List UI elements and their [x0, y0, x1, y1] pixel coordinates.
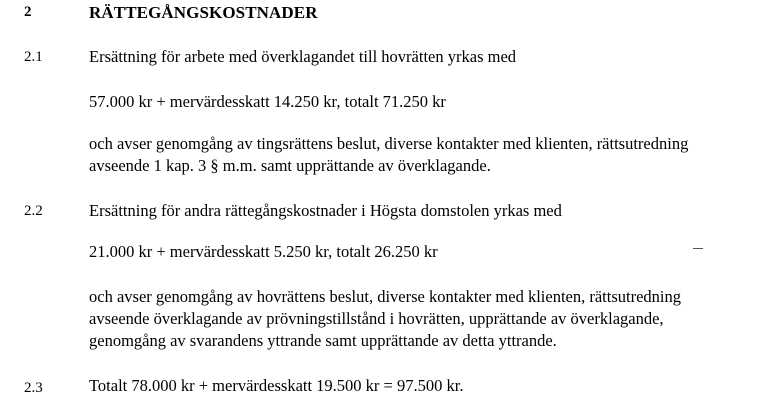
section-number-2-3: 2.3	[24, 380, 43, 396]
section-2-1-description-line: avseende 1 kap. 3 § m.m. samt upprättande av överklagande.	[89, 156, 491, 175]
section-2-1-description	[89, 133, 769, 177]
section-2-1-amount: 57.000 kr + mervärdesskatt 14.250 kr, totalt 71.250 kr	[89, 92, 446, 111]
section-number-2-1: 2.1	[24, 49, 43, 65]
section-2-2-description	[89, 286, 769, 352]
section-2-2-description-line: och avser genomgång av hovrättens beslut, diverse kontakter med klienten, rättsutredning	[89, 287, 681, 306]
section-2-2-description-line: avseende överklagande av prövningstillstånd i hovrätten, upprättande av överklagande,	[89, 309, 664, 328]
heading-number: 2	[24, 4, 32, 20]
section-2-2-intro: Ersättning för andra rättegångskostnader i Högsta domstolen yrkas med	[89, 201, 562, 220]
section-2-1-intro: Ersättning för arbete med överklagandet till hovrätten yrkas med	[89, 47, 517, 66]
section-2-3-total: Totalt 78.000 kr + mervärdesskatt 19.500 kr = 97.500 kr.	[89, 376, 464, 395]
section-number-2-2: 2.2	[24, 203, 43, 219]
section-2-2-description-line: genomgång av svarandens yttrande samt upprättande av detta yttrande.	[89, 331, 557, 350]
section-2-1-description-line: och avser genomgång av tingsrättens beslut, diverse kontakter med klienten, rättsutredning	[89, 134, 689, 153]
heading-title: RÄTTEGÅNGSKOSTNADER	[89, 3, 318, 22]
section-2-2-amount: 21.000 kr + mervärdesskatt 5.250 kr, totalt 26.250 kr	[89, 242, 438, 261]
stray-dash-mark	[693, 248, 703, 249]
